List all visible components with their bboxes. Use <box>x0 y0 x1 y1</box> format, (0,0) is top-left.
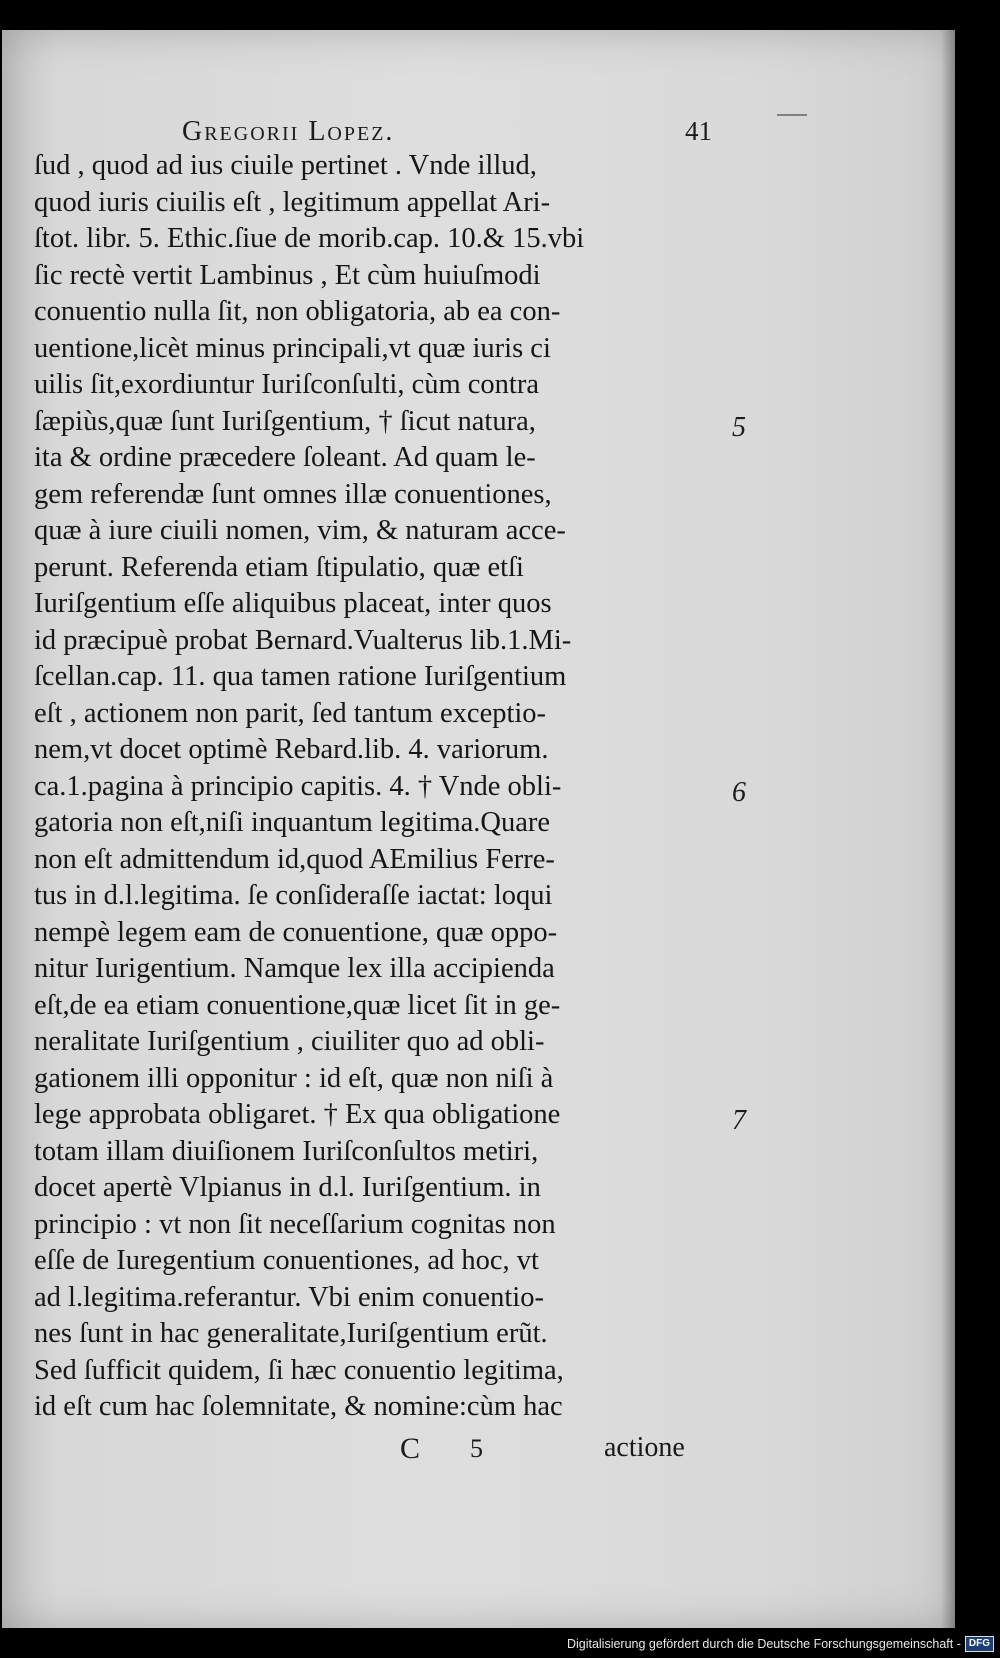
text-line: id eſt cum hac ſolemnitate, & nomine:cùm hac <box>34 1391 563 1422</box>
text-line: lege approbata obligaret. † Ex qua obligatione <box>34 1099 561 1130</box>
margin-note-number: 6 <box>732 776 746 808</box>
text-line: gem referendæ ſunt omnes illæ conuentiones, <box>34 478 552 510</box>
catchword: actione <box>604 1432 685 1463</box>
running-head <box>182 116 712 150</box>
page-number: 41 <box>685 116 712 146</box>
text-line: id præcipuè probat Bernard.Vualterus lib.1.Mi- <box>34 624 572 656</box>
text-line: nempè legem eam de conuentione, quæ oppo- <box>34 916 558 948</box>
body-text <box>34 148 714 1426</box>
text-line: nitur Iurigentium. Namque lex illa accipienda <box>34 953 555 984</box>
text-line: eſt , actionem non parit, ſed tantum exceptio- <box>34 697 547 729</box>
text-line: perunt. Referenda etiam ſtipulatio, quæ etſi <box>34 551 524 583</box>
text-line: conuentio nulla ſit, non obligatoria, ab ea con- <box>34 296 561 327</box>
header-ornament <box>777 114 807 116</box>
text-line: uentione,licèt minus principali,vt quæ iuris ci <box>34 332 551 364</box>
text-line: ca.1.pagina à principio capitis. 4. † Vnde obli- <box>34 770 562 802</box>
text-line: docet apertè Vlpianus in d.l. Iuriſgentium. in <box>34 1172 541 1203</box>
signature-mark: C <box>400 1432 421 1465</box>
dfg-logo: DFG <box>965 1636 994 1652</box>
running-head-title: Gregorii Lopez. <box>182 116 395 147</box>
text-line: quæ à iure ciuili nomen, vim, & naturam acce- <box>34 515 566 546</box>
text-line: principio : vt non ſit neceſſarium cognitas non <box>34 1208 556 1240</box>
text-line: neralitate Iuriſgentium , ciuiliter quo ad obli- <box>34 1026 545 1057</box>
text-line: quod iuris ciuilis eſt , legitimum appellat Ari- <box>34 186 551 218</box>
margin-note-number: 5 <box>732 411 746 443</box>
text-line: Sed ſufficit quidem, ſi hæc conuentio legitima, <box>34 1354 564 1386</box>
margin-note-number: 7 <box>732 1105 746 1136</box>
signature-number: 5 <box>470 1434 483 1463</box>
text-line: ſcellan.cap. 11. qua tamen ratione Iuriſgentium <box>34 661 567 692</box>
text-line: tus in d.l.legitima. ſe conſideraſſe iactat: loqui <box>34 880 553 911</box>
text-line: nes ſunt in hac generalitate,Iuriſgentium erũt. <box>34 1318 548 1349</box>
text-line: ad l.legitima.referantur. Vbi enim conuentio- <box>34 1281 544 1313</box>
text-line: ſæpiùs,quæ ſunt Iuriſgentium, † ſicut natura, <box>34 405 536 437</box>
text-line: gatoria non eſt,niſi inquantum legitima.Quare <box>34 807 551 838</box>
text-line: eſt,de ea etiam conuentione,quæ licet ſit in ge- <box>34 989 561 1021</box>
text-line: totam illam diuiſionem Iuriſconſultos metiri, <box>34 1135 539 1167</box>
digitization-footer <box>567 1634 994 1654</box>
text-line: ſtot. libr. 5. Ethic.ſiue de morib.cap. 10.& 15.vbi <box>34 223 585 254</box>
text-line: ſic rectè vertit Lambinus , Et cùm huiuſmodi <box>34 259 541 291</box>
text-line: eſſe de Iuregentium conuentiones, ad hoc, vt <box>34 1245 539 1276</box>
text-line: Iuriſgentium eſſe aliquibus placeat, inter quos <box>34 588 552 619</box>
text-line: gationem illi opponitur : id eſt, quæ non niſi à <box>34 1062 554 1094</box>
text-line: ita & ordine præcedere ſoleant. Ad quam le- <box>34 442 536 473</box>
footer-text: Digitalisierung gefördert durch die Deutsche Forschungsgemeinschaft - <box>566 1637 961 1651</box>
book-page <box>2 30 955 1628</box>
text-line: uilis ſit,exordiuntur Iuriſconſulti, cùm contra <box>34 369 539 400</box>
text-line: non eſt admittendum id,quod AEmilius Ferre- <box>34 843 555 875</box>
text-line: nem,vt docet optimè Rebard.lib. 4. variorum. <box>34 734 549 765</box>
text-line: ſud , quod ad ius ciuile pertinet . Vnde illud, <box>34 150 537 181</box>
